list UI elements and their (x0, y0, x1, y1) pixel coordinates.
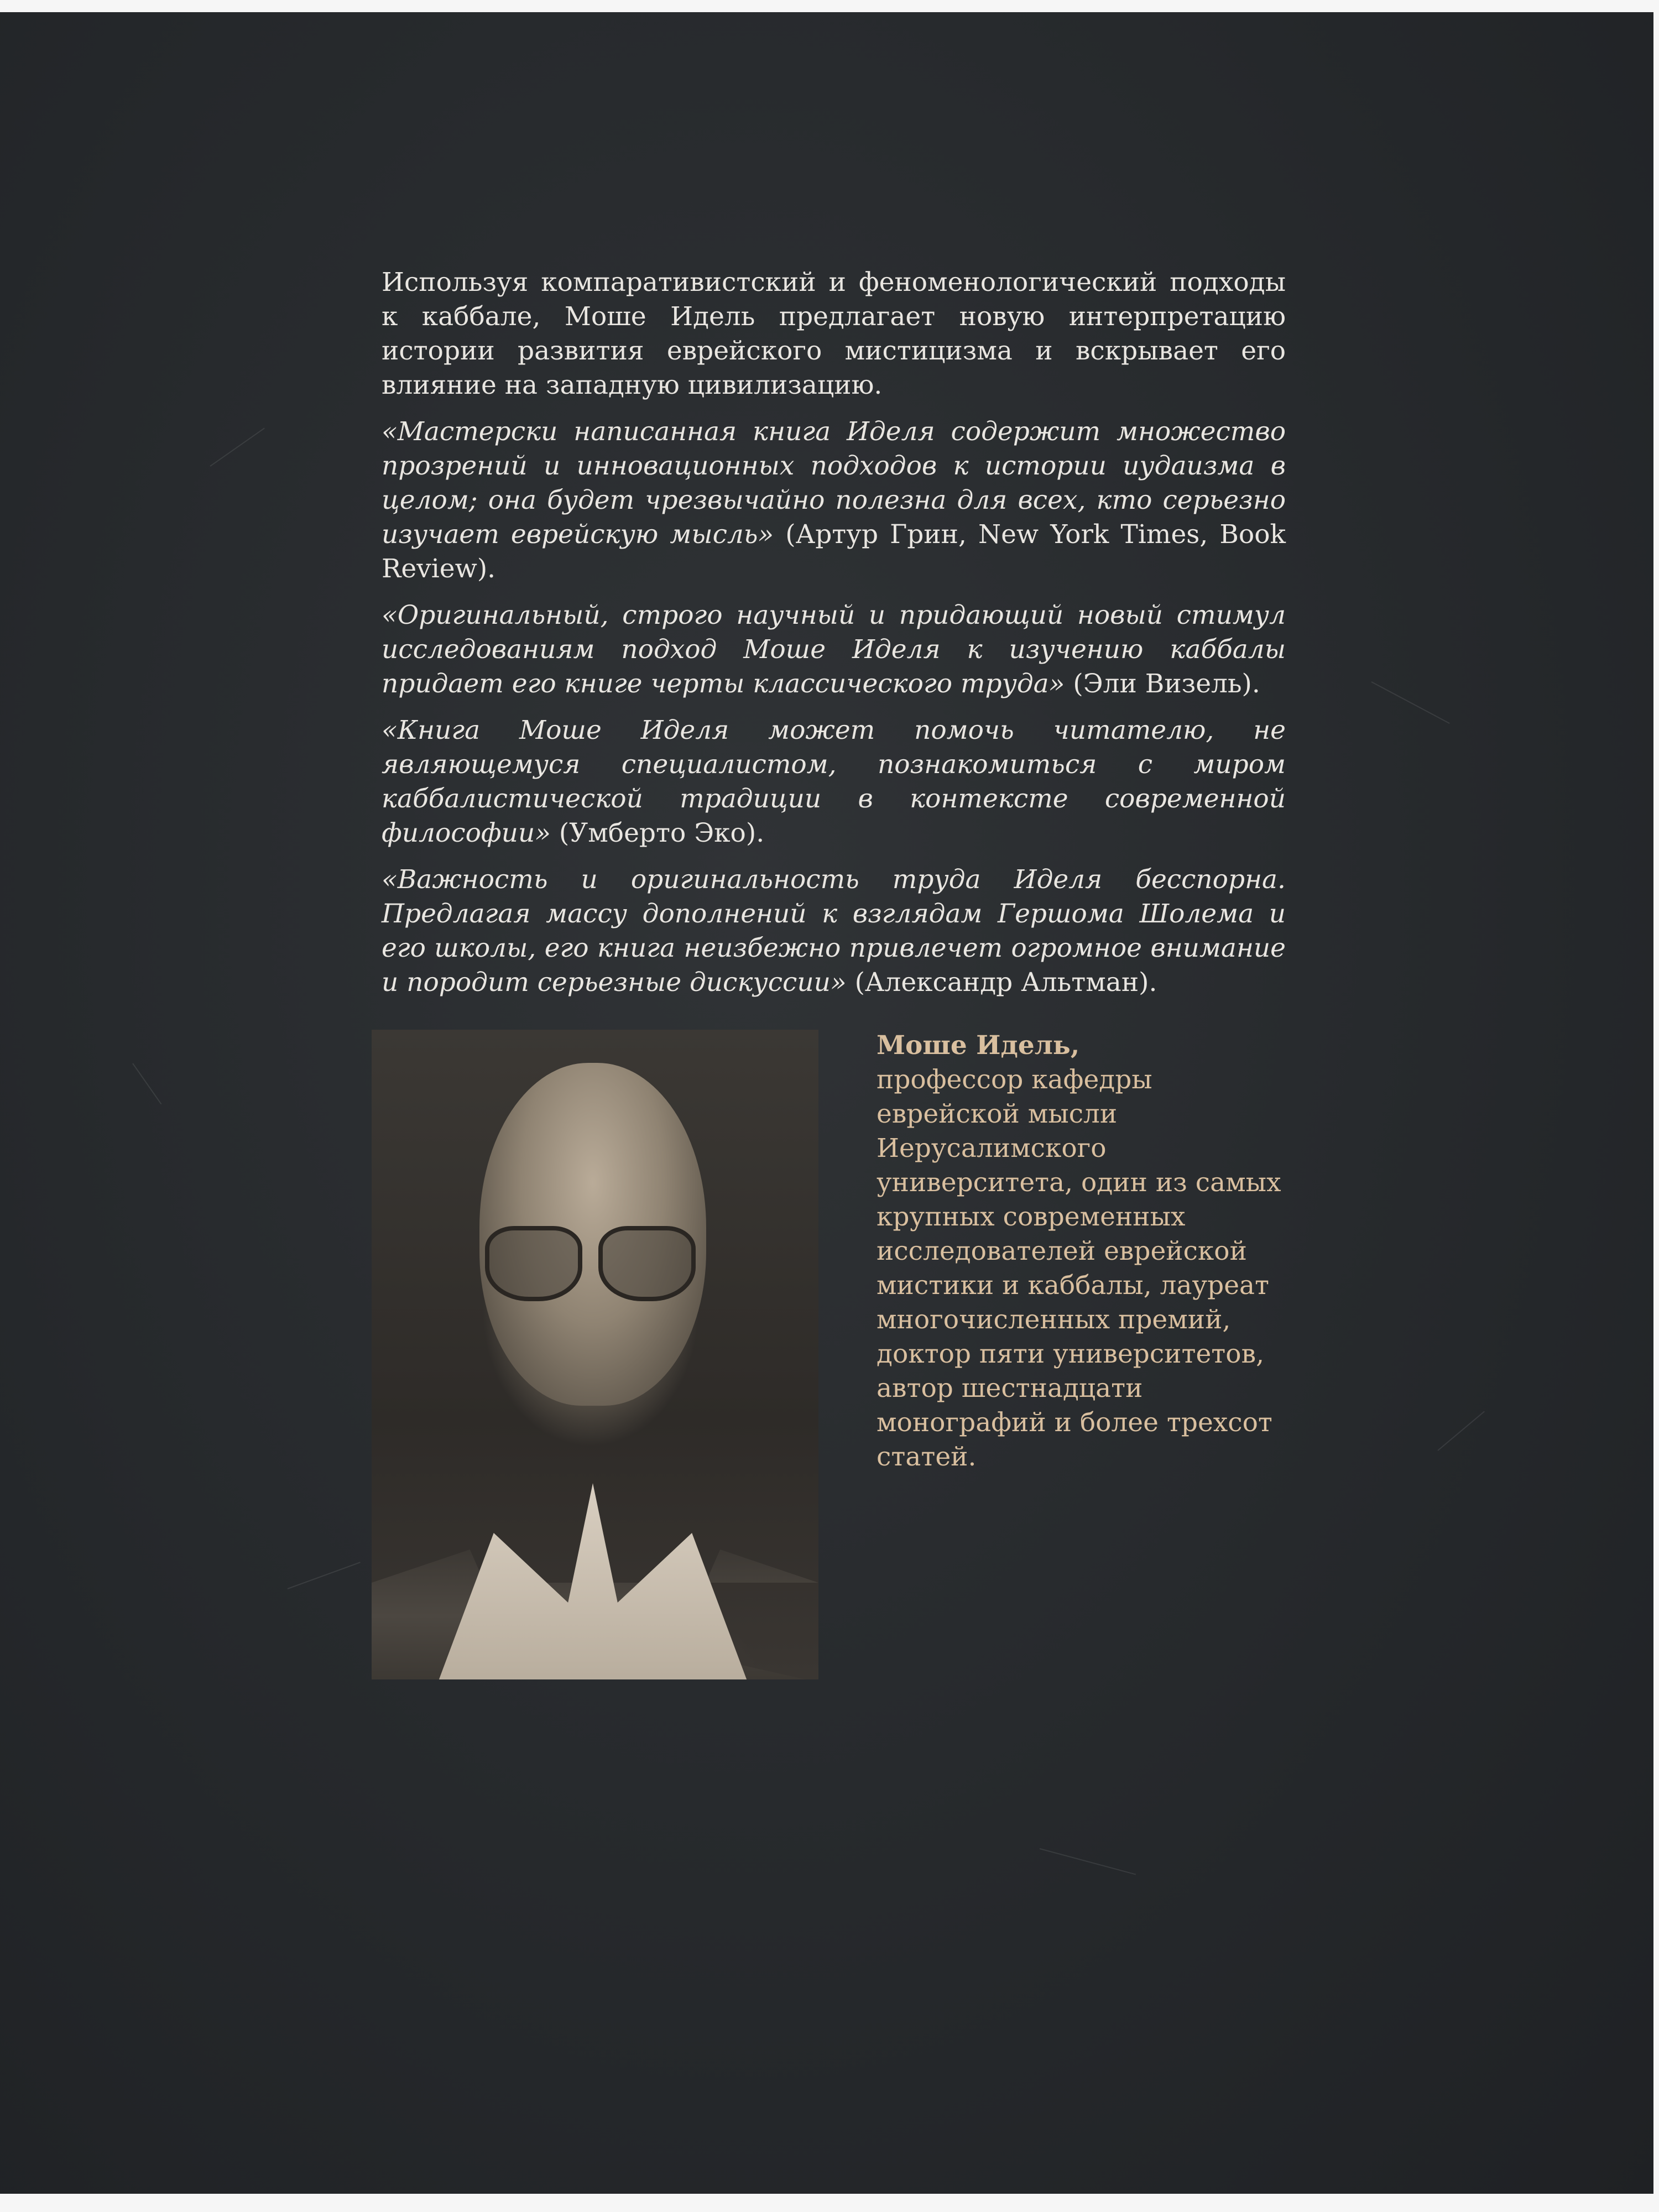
review-quote (382, 598, 1286, 701)
cover-scuff (210, 427, 264, 466)
review-quote (382, 415, 1286, 586)
author-name: Моше Идель, (877, 1030, 1080, 1061)
author-description: профессор кафедры еврейской мысли Иерусалимского университета, один из самых крупных современных исследователей еврейской мистики и каббалы, лауреат многочисленных премий, доктор пяти университетов, автор шестнадцати монографий и более трехсот статей. (877, 1065, 1281, 1472)
cover-scuff (288, 1562, 361, 1589)
review-quote (382, 713, 1286, 851)
back-cover-text (382, 265, 1286, 1012)
intro-paragraph: Используя компаративистский и феноменологический подходы к каббале, Моше Идель предлагает новую интерпретацию истории развития еврейского мистицизма и вскрывает его влияние на западную цивилизацию. (382, 267, 1286, 400)
cover-scuff (132, 1063, 161, 1104)
author-portrait-collar (438, 1483, 748, 1679)
quote-source: (Эли Визель). (1065, 669, 1260, 699)
author-portrait-glasses (598, 1226, 696, 1301)
cover-scuff (1437, 1411, 1485, 1451)
author-bio (877, 1029, 1297, 1474)
author-photo (372, 1030, 818, 1679)
quote-text: «Важность и оригинальность труда Иделя бесспорна. Предлагая массу дополнений к взглядам Гершома Шолема и его школы, его книга неизбежно привлечет огромное внимание и породит серьезные дискуссии» (382, 864, 1286, 998)
quote-text: «Книга Моше Иделя может помочь читателю, не являющемуся специалистом, познакомиться с миром каббалистической традиции в контексте современной философии» (382, 715, 1286, 848)
review-quote (382, 863, 1286, 1000)
quote-text: «Мастерски написанная книга Иделя содержит множество прозрений и инновационных подходов к истории иудаизма в целом; она будет чрезвычайно полезна для всех, кто серьезно изучает еврейскую мысль» (382, 416, 1286, 550)
quote-source: (Умберто Эко). (550, 818, 765, 848)
author-portrait-glasses (485, 1226, 582, 1301)
quote-source: (Александр Альтман). (846, 967, 1157, 998)
quote-source: (Артур Грин, New York Times, Book Review). (382, 519, 1286, 584)
quote-text: «Оригинальный, строго научный и придающий новый стимул исследованиям подход Моше Иделя к изучению каббалы придает его книге черты классического труда» (382, 600, 1286, 699)
cover-scuff (1371, 681, 1450, 724)
cover-scuff (1040, 1848, 1136, 1875)
book-back-cover (0, 12, 1653, 2194)
